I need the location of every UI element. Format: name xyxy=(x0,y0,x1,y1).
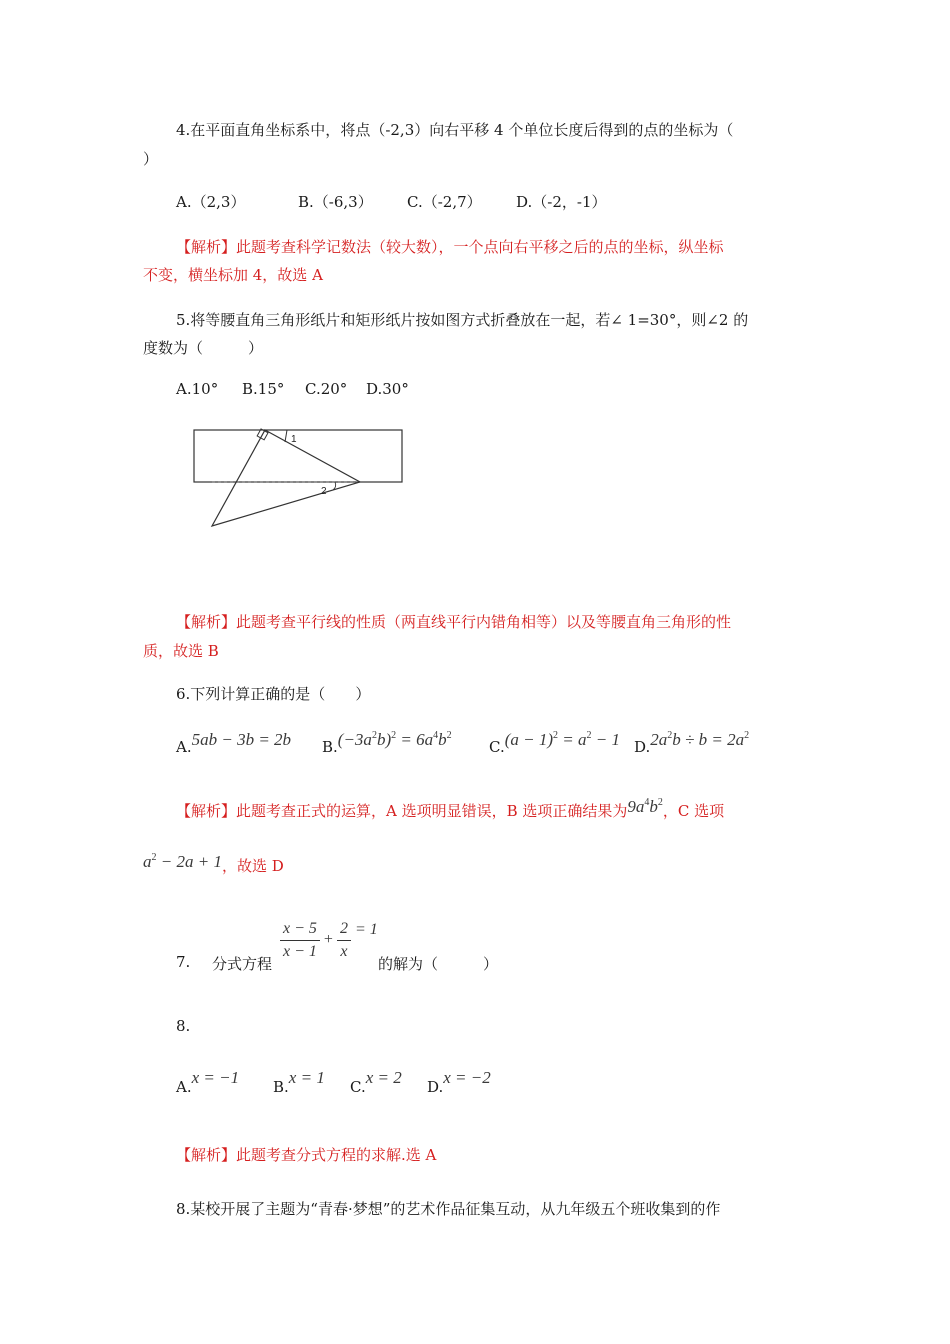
q4-option-a: A.（2,3） xyxy=(176,193,246,211)
q5-option-d: D.30° xyxy=(366,380,409,398)
q6-analysis-math2: $a^2 - 2a + 1$ xyxy=(143,852,222,871)
q7-suffix: 的解为（ ） xyxy=(378,955,499,973)
q7-fraction-1: $\frac{x - 5}{x - 1}$ xyxy=(280,918,320,963)
q7-plus: + xyxy=(323,931,333,949)
q6-option-c-math: $(a - 1)^2 = a^2 - 1$ xyxy=(504,730,620,749)
q4-stem-line1: 4.在平面直角坐标系中，将点（-2,3）向右平移 4 个单位长度后得到的点的坐标为（ xyxy=(176,121,734,139)
q7-option-c: C.x = 2 xyxy=(350,1068,402,1096)
q5-option-b: B.15° xyxy=(242,380,285,398)
q6-option-c-letter: C. xyxy=(489,738,505,756)
q7-option-a: A.x = −1 xyxy=(176,1068,240,1096)
q6-option-b xyxy=(322,730,452,756)
q7-equation xyxy=(280,918,378,963)
q5-analysis-line2: 质，故选 B xyxy=(143,642,219,660)
q6-option-a-letter: A. xyxy=(176,738,192,756)
q6-analysis-text2: ，C 选项 xyxy=(662,802,725,820)
q7-rhs: = 1 xyxy=(354,921,378,939)
angle2-label: 2 xyxy=(321,486,327,497)
q6-option-b-math: $(-3a^2b)^2 = 6a^4b^2$ xyxy=(337,730,452,749)
q6-analysis-text1: 【解析】此题考查正式的运算，A 选项明显错误，B 选项正确结果为 xyxy=(176,802,628,820)
angle1-line xyxy=(285,430,287,442)
q6-analysis-line2 xyxy=(143,852,284,876)
q4-option-c: C.（-2,7） xyxy=(407,193,482,211)
q4-analysis-line1: 【解析】此题考查科学记数法（较大数），一个点向右平移之后的点的坐标，纵坐标 xyxy=(176,238,724,256)
q7-option-b: B.x = 1 xyxy=(273,1068,325,1096)
q6-option-a xyxy=(176,730,292,756)
q6-stem: 6.下列计算正确的是（ ） xyxy=(176,685,371,703)
q5-option-c: C.20° xyxy=(305,380,348,398)
q6-analysis-math1: $9a^4b^2$ xyxy=(627,797,663,816)
q6-option-d-letter: D. xyxy=(634,738,651,756)
q7-option-d: D.x = −2 xyxy=(427,1068,491,1096)
q5-stem-line1: 5.将等腰直角三角形纸片和矩形纸片按如图方式折叠放在一起，若∠ 1=30°，则∠2 的 xyxy=(176,311,749,329)
q5-stem-line2: 度数为（ ） xyxy=(143,339,264,357)
q7-analysis: 【解析】此题考查分式方程的求解.选 A xyxy=(176,1146,437,1164)
q5-analysis-line1: 【解析】此题考查平行线的性质（两直线平行内错角相等）以及等腰直角三角形的性 xyxy=(176,613,732,631)
rectangle-paper xyxy=(194,430,402,482)
triangle-paper xyxy=(212,430,360,526)
q6-option-c xyxy=(489,730,620,756)
q5-option-a: A.10° xyxy=(176,380,219,398)
q5-figure xyxy=(185,420,415,535)
q8-label-stray: 8. xyxy=(176,1017,191,1035)
q8-stem-line1: 8.某校开展了主题为“青春·梦想”的艺术作品征集互动，从九年级五个班收集到的作 xyxy=(176,1200,721,1218)
q4-option-d: D.（-2，-1） xyxy=(516,193,607,211)
q6-option-d-math: $2a^2b \div b = 2a^2$ xyxy=(650,730,750,749)
q6-analysis-line1 xyxy=(176,797,725,821)
q6-option-d xyxy=(634,730,750,756)
q4-stem-line2: ） xyxy=(143,150,159,168)
q7-fraction-2: $\frac{2}{x}$ xyxy=(337,918,351,963)
angle1-label: 1 xyxy=(291,434,297,445)
q4-analysis-line2: 不变，横坐标加 4，故选 A xyxy=(143,266,323,284)
q7-number: 7. xyxy=(176,953,191,971)
q6-analysis-text3: ，故选 D xyxy=(221,857,284,875)
q6-option-b-letter: B. xyxy=(322,738,338,756)
q7-label: 分式方程 xyxy=(212,955,273,973)
q4-option-b: B.（-6,3） xyxy=(298,193,373,211)
q6-option-a-math: 5ab − 3b = 2b xyxy=(191,730,292,749)
